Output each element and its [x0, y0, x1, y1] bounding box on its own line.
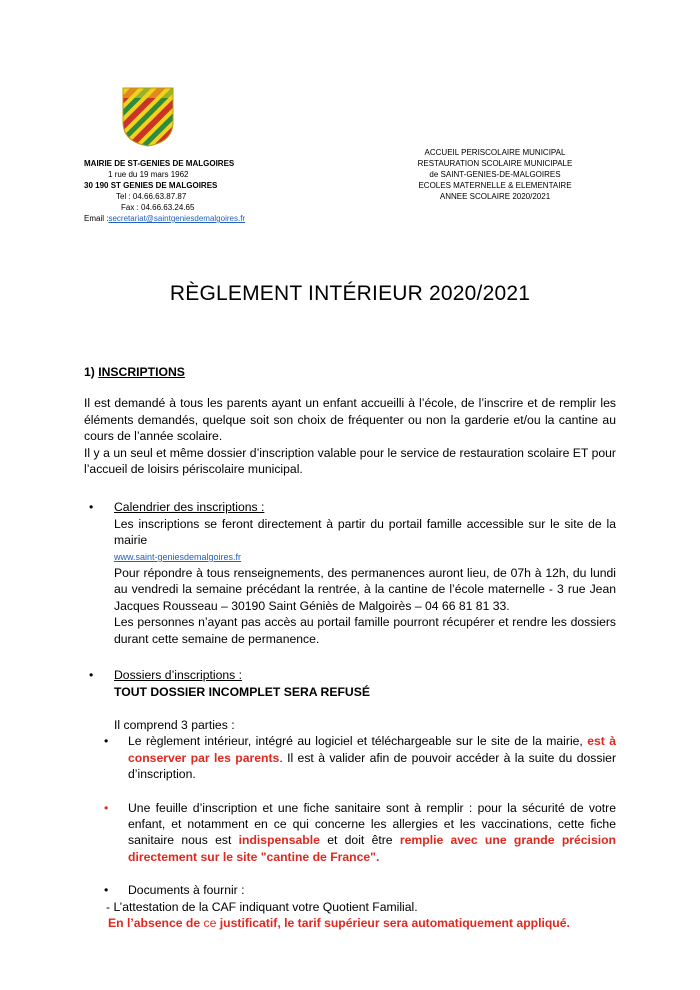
note-text-c: justificatif, le tarif supérieur sera automatiquement appliqué.	[216, 915, 570, 930]
bullet-icon: •	[104, 883, 109, 898]
bullet-icon: •	[104, 800, 109, 815]
calendar-text-2: Pour répondre à tous renseignements, des permanences auront lieu, de 07h à 12h, du lundi au vendredi la semaine précédant la rentrée, à la cantine de l’école maternelle - 3 rue Jean Jacques Rousseau – 30190 Saint Géniès de Malgoirès – 04 66 81 81 33.	[114, 566, 616, 613]
org-fax: Fax : 04.66.63.24.65	[121, 203, 195, 212]
paragraph-2: Il y a un seul et même dossier d’inscription valable pour le service de restauration scolaire ET pour l’accueil de loisirs périscolaire municipal.	[84, 445, 616, 477]
calendar-text-3: Les personnes n’ayant pas accès au portail famille pourront récupérer et rendre les dossiers durant cette semaine de permanence.	[114, 615, 616, 646]
dossiers-intro: Il comprend 3 parties :	[114, 717, 235, 732]
municipal-crest-logo	[121, 86, 175, 148]
section-heading	[84, 364, 616, 380]
calendar-heading: Calendrier des inscriptions :	[114, 500, 265, 515]
org-tel: Tel : 04.66.63.87.87	[116, 192, 187, 201]
header-left-address	[84, 158, 314, 224]
dossier-item-documents	[84, 882, 616, 898]
item1-text-b: . Il est à valider afin de pouvoir accéder à la suite du dossier d’inscription.	[128, 750, 617, 782]
org-email-line	[84, 213, 314, 224]
caf-warning-note	[84, 915, 616, 931]
dossiers-heading: Dossiers d’inscriptions :	[114, 668, 243, 683]
note-text-b: ce	[203, 915, 217, 930]
email-link[interactable]: secretariat@saintgeniesdemalgoires.fr	[108, 214, 246, 223]
calendar-bullet	[84, 499, 616, 647]
service-line-5: ANNEE SCOLAIRE 2020/2021	[439, 192, 551, 201]
document-title: RÈGLEMENT INTÉRIEUR 2020/2021	[169, 282, 531, 305]
section-number: 1)	[84, 365, 95, 379]
dossiers-bullet	[84, 667, 616, 700]
org-address: 1 rue du 19 mars 1962	[108, 170, 189, 179]
item1-text-a: Le règlement intérieur, intégré au logiciel et téléchargeable sur le site de la mairie,	[128, 734, 588, 749]
section-title: INSCRIPTIONS	[98, 365, 185, 379]
item2-text-b: et doit être	[319, 833, 400, 848]
mairie-website-link[interactable]: www.saint-geniesdemalgoires.fr	[114, 551, 242, 562]
dossier-item-fiche	[84, 800, 616, 866]
item2-emphasis-2: remplie avec une grande précision directement sur le site "cantine de France".	[128, 833, 616, 864]
documents-heading: Documents à fournir :	[128, 883, 245, 898]
dossier-item-reglement	[84, 733, 616, 782]
org-city: 30 190 ST GENIES DE MALGOIRES	[84, 181, 218, 190]
bullet-icon: •	[89, 500, 94, 515]
incomplete-warning: TOUT DOSSIER INCOMPLET SERA REFUSÉ	[114, 684, 370, 699]
email-label: Email :	[84, 214, 109, 223]
item1-emphasis: est à conserver par les parents	[128, 734, 617, 765]
item2-emphasis-1: indispensable	[238, 833, 320, 848]
note-text-a: En l’absence de	[108, 915, 204, 930]
org-name: MAIRIE DE ST-GENIES DE MALGOIRES	[84, 159, 235, 168]
service-line-1: ACCUEIL PERISCOLAIRE MUNICIPAL	[424, 148, 566, 157]
header-right-service	[395, 147, 595, 202]
document-caf: - L’attestation de la CAF indiquant votre Quotient Familial.	[106, 899, 418, 914]
document-body	[84, 364, 616, 931]
service-line-2: RESTAURATION SCOLAIRE MUNICIPALE	[417, 159, 573, 168]
service-line-4: ECOLES MATERNELLE & ELEMENTAIRE	[418, 181, 572, 190]
bullet-icon: •	[104, 734, 109, 749]
service-line-3: de SAINT-GENIES-DE-MALGOIRES	[429, 170, 561, 179]
paragraph-1: Il est demandé à tous les parents ayant un enfant accueilli à l’école, de l’inscrire et de remplir les éléments demandés, quelque soit son choix de fréquenter ou non la garderie et/ou la cantine au cours de l’année scolaire.	[84, 396, 616, 444]
calendar-text-1: Les inscriptions se feront directement à partir du portail famille accessible sur le site de la mairie	[114, 516, 616, 548]
item2-text-a: Une feuille d’inscription et une fiche sanitaire sont à remplir : pour la sécurité de votre enfant, et notamment en ce qui concerne les allergies et les vaccinations, cette fiche sanitaire nous est	[128, 800, 616, 848]
bullet-icon: •	[89, 668, 94, 683]
